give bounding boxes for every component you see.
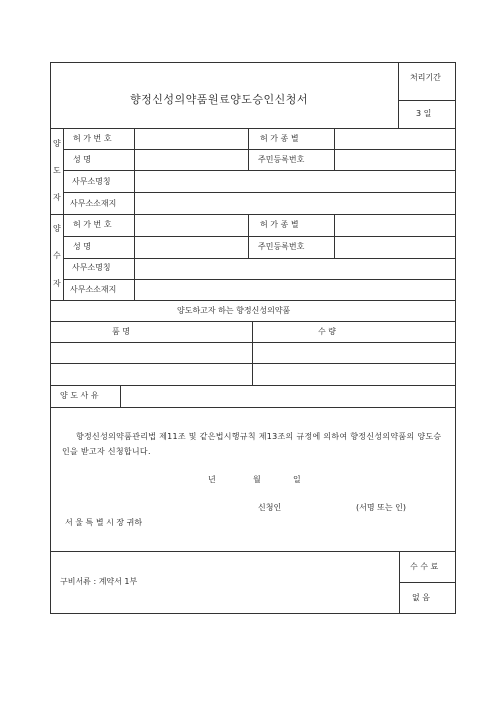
transferor-license-type-label: 허 가 종 별: [260, 134, 299, 143]
transferee-office-name-label: 사무소명칭: [72, 263, 111, 272]
transferor-name-label: 성 명: [73, 155, 91, 164]
drug-quantity-column-header: 수 량: [318, 327, 336, 336]
date-month: 월: [253, 475, 261, 484]
application-form: [50, 62, 456, 614]
transferor-resident-no-label: 주민등록번호: [258, 155, 305, 164]
drugs-section-label: 양도하고자 하는 향정신성의약품: [177, 306, 291, 315]
fee-label: 수 수 료: [410, 562, 439, 571]
drug-name-column-header: 품 명: [112, 327, 130, 336]
processing-period-value: 3 일: [416, 109, 432, 118]
transferee-side-label-2: 수: [53, 251, 61, 260]
attachments-note: 구비서류 : 계약서 1부: [60, 577, 138, 586]
transferor-office-name-label: 사무소명칭: [72, 177, 111, 186]
date-year: 년: [208, 475, 216, 484]
transfer-reason-label: 양 도 사 유: [60, 391, 99, 400]
transferee-name-label: 성 명: [73, 242, 91, 251]
transferor-office-address-label: 사무소소재지: [70, 199, 117, 208]
transferee-office-address-label: 사무소소재지: [70, 285, 117, 294]
transferee-side-label-3: 자: [53, 279, 61, 288]
form-border: [50, 62, 456, 614]
transferor-side-label-3: 자: [53, 193, 61, 202]
transferee-license-type-label: 허 가 종 별: [260, 220, 299, 229]
transferor-side-label-2: 도: [53, 166, 61, 175]
form-title: 향정신성의약품원료양도승인신청서: [130, 93, 309, 106]
addressee: 서 울 특 별 시 장 귀하: [65, 518, 143, 527]
transferee-resident-no-label: 주민등록번호: [258, 242, 305, 251]
application-statement: 향정신성의약품관리법 제11조 및 같은법시행규칙 제13조의 규정에 의하여 향정신성의약품의 양도승인을 받고자 신청합니다.: [62, 432, 442, 456]
fee-value: 없 음: [412, 593, 430, 602]
date-day: 일: [293, 475, 301, 484]
transferee-side-label-1: 양: [53, 224, 61, 233]
transferor-side-label-1: 양: [53, 139, 61, 148]
applicant-label: 신청인: [258, 503, 282, 512]
processing-period-label: 처리기간: [410, 73, 441, 82]
applicant-signature-hint: (서명 또는 인): [356, 503, 406, 512]
transferor-license-no-label: 허 가 번 호: [73, 134, 112, 143]
transferee-license-no-label: 허 가 번 호: [73, 220, 112, 229]
